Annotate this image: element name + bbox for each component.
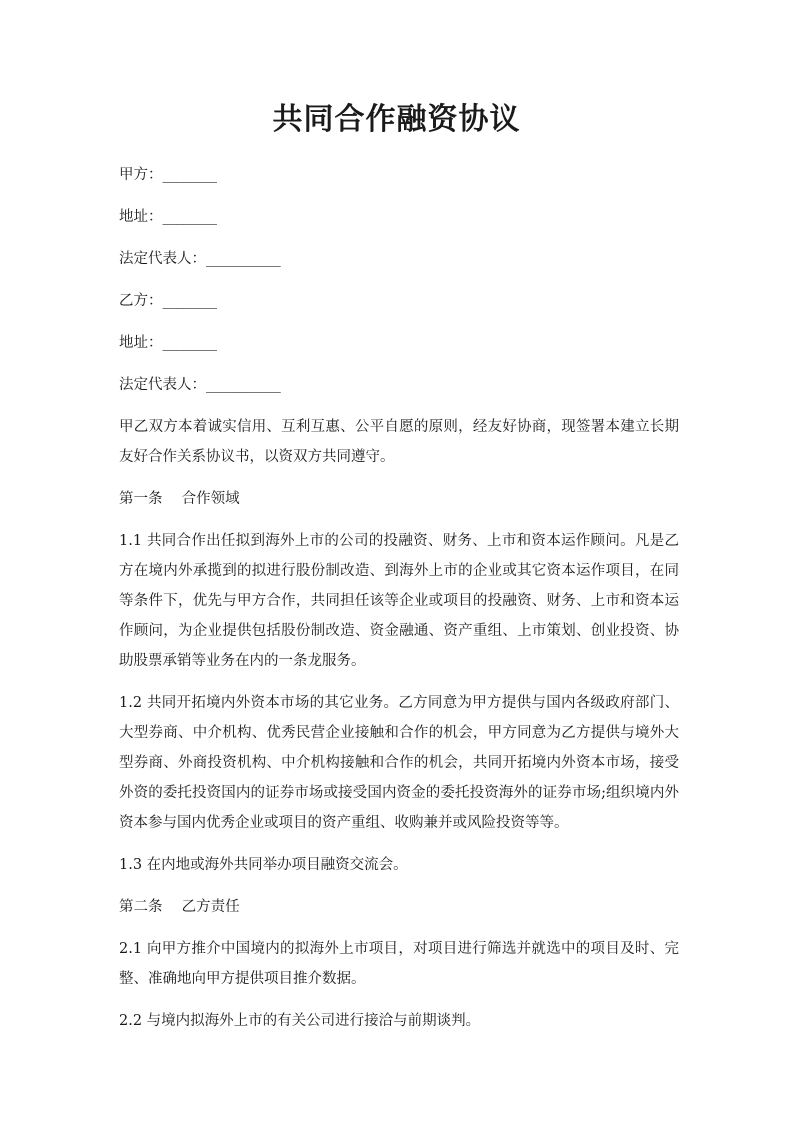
- address-a-label: 地址：: [119, 209, 163, 225]
- rep-a-blank: ___________: [206, 251, 281, 267]
- document-title: 共同合作融资协议: [272, 102, 521, 137]
- rep-b-line: [119, 370, 679, 400]
- clause-2-1: 2.1 向甲方推介中国境内的拟海外上市项目，对项目进行筛选并就选中的项目及时、完整、准确地向甲方提供项目推介数据。: [119, 941, 679, 987]
- party-a-label: 甲方：: [119, 167, 163, 183]
- address-a-blank: ________: [162, 209, 217, 225]
- rep-b-label: 法定代表人：: [119, 377, 206, 393]
- article-1-heading: 第一条 合作领域: [119, 491, 240, 507]
- article-2-heading: 第二条 乙方责任: [119, 899, 240, 915]
- address-b-line: [119, 328, 679, 358]
- address-a-line: [119, 202, 679, 232]
- clause-1-1: 1.1 共同合作出任拟到海外上市的公司的投融资、财务、上市和资本运作顾问。凡是乙方在境内外承揽到的拟进行股份制改造、到海外上市的企业或其它资本运作项目，在同等条件下，优先与甲方合作，共同担任该等企业或项目的投融资、财务、上市和资本运作顾问，为企业提供包括股份制改造、资金融通、资产重组、上市策划、创业投资、协助股票承销等业务在内的一条龙服务。: [119, 533, 679, 669]
- document-body: [119, 160, 679, 1048]
- preamble-paragraph: 甲乙双方本着诚实信用、互利互惠、公平自愿的原则，经友好协商，现签署本建立长期友好合作关系协议书，以资双方共同遵守。: [119, 419, 679, 465]
- party-b-line: [119, 286, 679, 316]
- party-b-blank: ________: [162, 293, 217, 309]
- rep-b-blank: ___________: [206, 377, 281, 393]
- address-b-blank: ________: [162, 335, 217, 351]
- address-b-label: 地址：: [119, 335, 163, 351]
- party-b-label: 乙方：: [119, 293, 163, 309]
- rep-a-line: [119, 244, 679, 274]
- rep-a-label: 法定代表人：: [119, 251, 206, 267]
- clause-2-2: 2.2 与境内拟海外上市的有关公司进行接洽与前期谈判。: [119, 1013, 481, 1029]
- clause-1-2: 1.2 共同开拓境内外资本市场的其它业务。乙方同意为甲方提供与国内各级政府部门、大型券商、中介机构、优秀民营企业接触和合作的机会，甲方同意为乙方提供与境外大型券商、外商投资机构、中介机构接触和合作的机会，共同开拓境内外资本市场，接受外资的委托投资国内的证券市场或接受国内资金的委托投资海外的证券市场;组织境内外资本参与国内优秀企业或项目的资产重组、收购兼并或风险投资等等。: [119, 695, 679, 831]
- party-a-blank: ________: [162, 167, 217, 183]
- party-a-line: [119, 160, 679, 190]
- clause-1-3: 1.3 在内地或海外共同举办项目融资交流会。: [119, 857, 408, 873]
